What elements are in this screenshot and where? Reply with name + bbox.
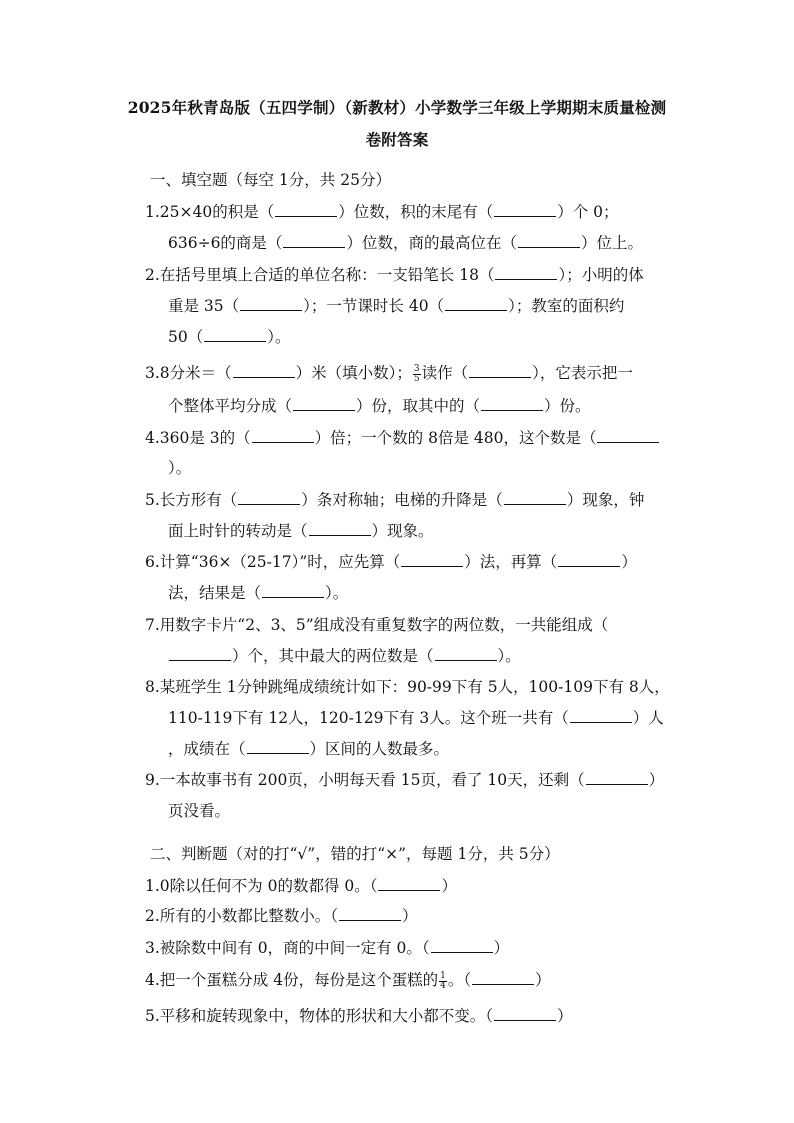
j5-text-a: 5.平移和旋转现象中，物体的形状和大小都不变。（ <box>145 1007 494 1025</box>
q4-text-b: ）倍；一个数的 8倍是 480，这个数是（ <box>314 429 597 447</box>
q2-text-d: ）；一节课时长 40（ <box>303 297 445 315</box>
q7-text-a: 7.用数字卡片“2、3、5”组成没有重复数字的两位数，一共能组成（ <box>145 616 609 634</box>
q3-text-e: 个整体平均分成（ <box>168 397 293 415</box>
q1-text-d: 636÷6的商是（ <box>168 234 283 252</box>
question-6-line1 <box>145 551 637 573</box>
q3-text-f: ）份，取其中的（ <box>356 397 481 415</box>
answer-blank[interactable] <box>240 296 302 311</box>
q2-text-c: 重是 35（ <box>168 297 240 315</box>
question-6-line2 <box>168 582 348 604</box>
answer-blank[interactable] <box>431 938 493 953</box>
question-5-line2 <box>168 520 434 542</box>
q2-text-g: ）。 <box>267 328 291 346</box>
answer-blank[interactable] <box>204 327 266 342</box>
question-3-line1 <box>145 362 633 384</box>
answer-blank[interactable] <box>262 583 324 598</box>
answer-blank[interactable] <box>378 876 440 891</box>
q5-text-a: 5.长方形有（ <box>145 491 238 509</box>
q2-text-e: ）；教室的面积约 <box>508 297 625 315</box>
question-8-line2 <box>168 707 664 729</box>
answer-blank[interactable] <box>445 296 507 311</box>
question-8-line1 <box>145 676 670 698</box>
j2-text-b: ） <box>402 907 418 925</box>
question-1-line2 <box>168 232 643 254</box>
q3-text-b: ）米（填小数）； <box>295 364 412 382</box>
j1-text-a: 1.0除以任何不为 0的数都得 0。（ <box>145 877 378 895</box>
answer-blank[interactable] <box>339 906 401 921</box>
j1-text-b: ） <box>441 877 457 895</box>
j4-text-c: ） <box>535 971 551 989</box>
answer-blank[interactable] <box>252 428 314 443</box>
q9-text-b: ） <box>648 771 665 789</box>
question-4-line1 <box>145 427 660 449</box>
fraction-denominator: 5 <box>413 373 420 384</box>
q2-text-b: ）；小明的体 <box>558 266 644 284</box>
q8-text-c: ）人 <box>632 709 664 727</box>
question-8-line3 <box>168 738 449 760</box>
answer-blank[interactable] <box>597 428 659 443</box>
question-9-line2 <box>168 800 230 822</box>
answer-blank[interactable] <box>401 552 463 567</box>
j4-text-a: 4.把一个蛋糕分成 4份，每份是这个蛋糕的 <box>145 971 439 989</box>
q3-text-c: 读作（ <box>421 364 469 382</box>
question-5-line1 <box>145 489 644 511</box>
q5-text-d: 面上时针的转动是（ <box>168 522 308 540</box>
answer-blank[interactable] <box>435 646 497 661</box>
q1-text-b: ）位数，积的末尾有（ <box>338 203 494 221</box>
j3-text-a: 3.被除数中间有 0，商的中间一定有 0。（ <box>145 939 430 957</box>
q7-text-b: ）个，其中最大的两位数是（ <box>232 647 434 665</box>
question-3-line2 <box>168 395 591 417</box>
q8-text-b: 110-119下有 12人，120-129下有 3人。这个班一共有（ <box>168 709 569 727</box>
question-2-line3 <box>168 326 291 348</box>
q5-text-b: ）条对称轴；电梯的升降是（ <box>301 491 503 509</box>
judgment-2 <box>145 905 418 927</box>
q6-text-a: 6.计算“36×（25-17）”时，应先算（ <box>145 553 401 571</box>
q2-text-f: 50（ <box>168 328 204 346</box>
question-1-line1 <box>145 201 619 223</box>
fraction-one-quarter <box>439 972 447 991</box>
q3-text-d: ），它表示把一 <box>532 364 633 382</box>
q4-text-a: 4.360是 3的（ <box>145 429 251 447</box>
q1-text-a: 1.25×40的积是（ <box>145 203 275 221</box>
answer-blank[interactable] <box>494 1006 556 1021</box>
answer-blank[interactable] <box>469 363 531 378</box>
section2-heading: 二、判断题（对的打“√”，错的打“×”，每题 1分，共 5分） <box>150 845 560 863</box>
answer-blank[interactable] <box>504 490 566 505</box>
question-9-line1 <box>145 769 664 791</box>
q6-text-b: ）法，再算（ <box>464 553 558 571</box>
answer-blank[interactable] <box>518 233 580 248</box>
answer-blank[interactable] <box>494 202 556 217</box>
q5-text-c: ）现象，钟 <box>566 491 645 509</box>
fraction-numerator: 3 <box>413 363 420 374</box>
answer-blank[interactable] <box>495 265 557 280</box>
q1-text-e: ）位数，商的最高位在（ <box>346 234 517 252</box>
question-4-line2 <box>168 457 191 479</box>
j4-text-b: 。（ <box>447 971 472 989</box>
answer-blank[interactable] <box>481 396 543 411</box>
question-2-line2 <box>168 295 624 317</box>
answer-blank[interactable] <box>472 970 534 985</box>
question-2-line1 <box>145 264 644 286</box>
q6-text-c: ） <box>621 553 637 571</box>
q5-text-e: ）现象。 <box>371 522 434 540</box>
answer-blank[interactable] <box>293 396 355 411</box>
q8-text-a: 8.某班学生 1分钟跳绳成绩统计如下：90-99下有 5人，100-109下有 8人， <box>145 678 670 696</box>
answer-blank[interactable] <box>275 202 337 217</box>
q3-text-a: 3.8分米＝（ <box>145 364 232 382</box>
answer-blank[interactable] <box>570 708 632 723</box>
q2-text-a: 2.在括号里填上合适的单位名称：一支铅笔长 18（ <box>145 266 495 284</box>
fraction-denominator: 4 <box>440 980 446 991</box>
question-7-line1 <box>145 614 608 636</box>
q7-text-c: ）。 <box>497 647 521 665</box>
document-title-line1: 2025年秋青岛版（五四学制）（新教材）小学数学三年级上学期期末质量检测 <box>127 98 667 117</box>
q8-text-e: ）区间的人数最多。 <box>309 740 450 758</box>
answer-blank[interactable] <box>233 363 295 378</box>
judgment-3 <box>145 937 509 959</box>
j2-text-a: 2.所有的小数都比整数小。（ <box>145 907 339 925</box>
answer-blank[interactable] <box>309 521 371 536</box>
judgment-5 <box>145 1005 573 1027</box>
answer-blank[interactable] <box>238 490 300 505</box>
q4-text-c: ）。 <box>168 459 192 477</box>
q1-text-f: ）位上。 <box>580 234 643 252</box>
answer-blank[interactable] <box>558 552 620 567</box>
q6-text-d: 法，结果是（ <box>168 584 262 602</box>
q8-text-d: ，成绩在（ <box>168 740 246 758</box>
fraction-three-fifths <box>413 365 421 384</box>
fraction-numerator: 1 <box>440 970 446 981</box>
answer-blank[interactable] <box>283 233 345 248</box>
question-7-line2 <box>168 645 521 667</box>
j3-text-b: ） <box>493 939 510 957</box>
document-title-line2: 卷附答案 <box>365 130 429 149</box>
judgment-1 <box>145 875 457 897</box>
answer-blank[interactable] <box>169 646 231 661</box>
q3-text-g: ）份。 <box>544 397 591 415</box>
q1-text-c: ）个 0； <box>557 203 619 221</box>
answer-blank[interactable] <box>247 739 309 754</box>
q9-text-a: 9.一本故事书有 200页，小明每天看 15页，看了 10天，还剩（ <box>145 771 585 789</box>
q6-text-e: ）。 <box>325 584 349 602</box>
j5-text-b: ） <box>557 1007 573 1025</box>
q9-text-c: 页没看。 <box>168 802 231 820</box>
section1-heading: 一、填空题（每空 1分，共 25分） <box>150 171 391 189</box>
judgment-4 <box>145 969 551 991</box>
answer-blank[interactable] <box>586 770 648 785</box>
